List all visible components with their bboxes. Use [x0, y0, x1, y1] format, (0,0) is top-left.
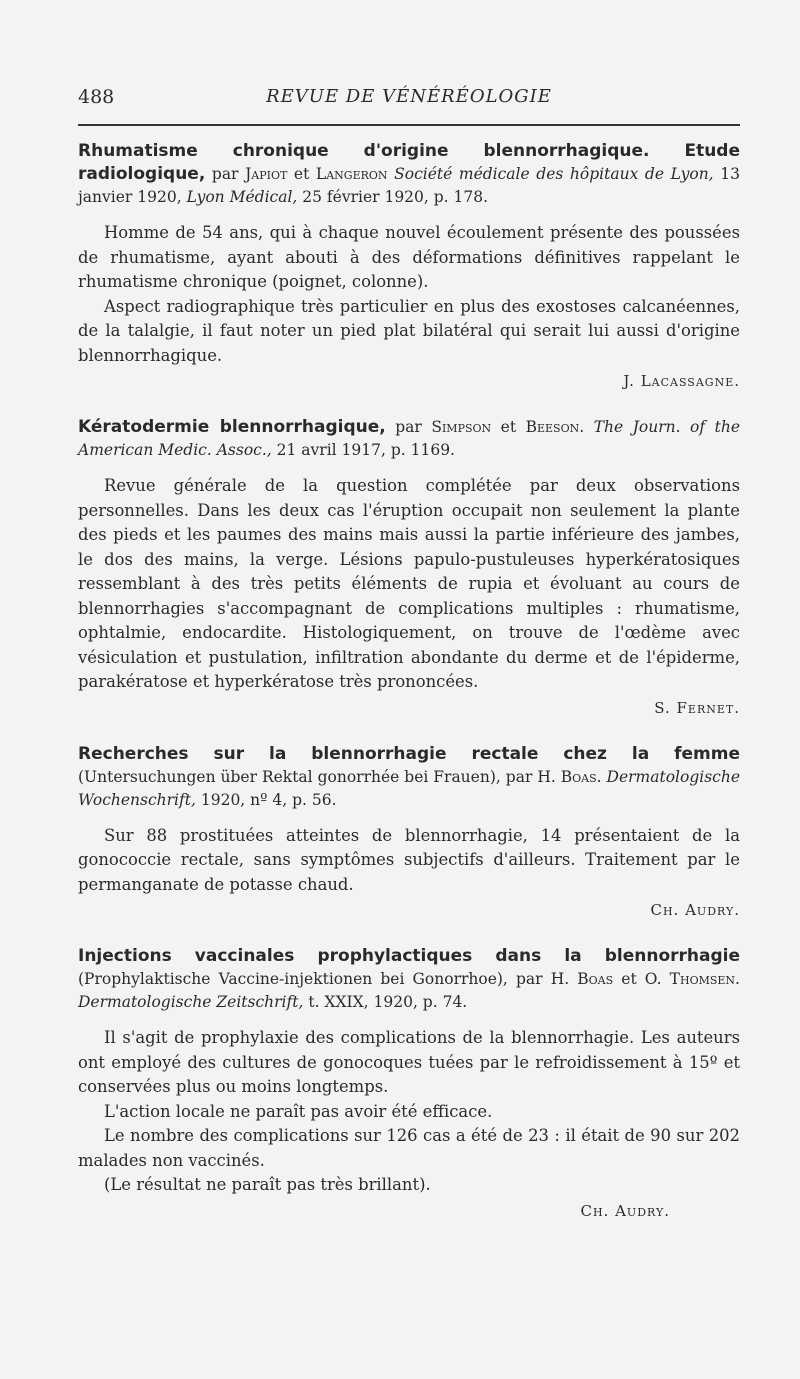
article-body [78, 221, 740, 368]
paragraph: Sur 88 prostituées atteintes de blennorrhagie, 14 présentaient de la gonococcie rectale, sans symptômes subjectifs d'ailleurs. Traitement par le permanganate de potasse chaud. [78, 825, 740, 894]
article-blennorrhagie-rectale [78, 743, 740, 920]
journal-page [78, 0, 740, 1379]
journal-name: Dermatologische Zeitschrift, [78, 993, 304, 1011]
paragraph: Le nombre des complications sur 126 cas a été de 23 : il était de 90 sur 202 malades non vaccinés. [78, 1126, 740, 1170]
publication-date: 1920, nº 4, p. 56. [200, 790, 337, 809]
running-head: REVUE DE VÉNÉRÉOLOGIE [266, 86, 552, 107]
article-keratodermie [78, 416, 740, 717]
reviewer-signature: S. Fernet. [654, 698, 740, 717]
header-rule [78, 124, 740, 126]
paragraph: Revue générale de la question complétée par deux observations personnelles. Dans les deux cas l'éruption occupait non seulement la plante des pieds et les paumes des mains mais aussi la partie inférieure des jambes, le dos des mains, la verge. Lésions papulo-pustuleuses hyperkératosiques ressemblant à des très petits éléments de rupia et évoluant au cours de blennorrhagies s'accompagnant de complications multiples : rhumatisme, ophtalmie, endocardite. Histologiquement, on trouve de l'œdème avec vésiculation et pustulation, infiltration abondante du derme et de l'épiderme, parakératose et hyperkératose très prononcées. [78, 476, 740, 691]
article-subtitle: (Untersuchungen über Rektal gonorrhée bei Frauen), [78, 767, 501, 786]
article-title: Injections vaccinales prophylactiques dans la blennorrhagie [78, 946, 740, 966]
paragraph: L'action locale ne paraît pas avoir été efficace. [104, 1101, 493, 1121]
author-name: Simpson [431, 418, 492, 436]
article-title: Recherches sur la blennorrhagie rectale chez la femme [78, 743, 740, 764]
article-body [78, 474, 740, 695]
author-name: H. Boas. [537, 767, 602, 786]
article-body [78, 1026, 740, 1198]
page-header [78, 86, 740, 116]
reviewer-signature: Ch. Audry. [580, 1201, 670, 1220]
publication-date: 13 janvier 1920, [78, 165, 740, 206]
paragraph: Homme de 54 ans, qui à chaque nouvel écoulement présente des poussées de rhumatisme, ayant abouti à des déformations définitives rappelant le rhumatisme chronique (poignet, colonne). [78, 223, 740, 291]
article-body [78, 824, 740, 898]
article-title: Kératodermie blennorrhagique, [78, 417, 386, 437]
article-reference: Recherches sur la blennorrhagie rectale chez la femme (Untersuchungen über Rektal gonorrhée bei Frauen), par H. Boas. Dermatologische Wochenschrift, 1920, nº 4, p. 56. [78, 743, 740, 809]
article-reference: Kératodermie blennorrhagique, par Simpson et Beeson. The Journ. of the American Medic. Assoc., 21 avril 1917, p. 1169. [78, 417, 740, 459]
author-name: O. Thomsen. [644, 970, 740, 988]
paragraph: Il s'agit de prophylaxie des complications de la blennorrhagie. Les auteurs ont employé des cultures de gonocoques tuées par le refroidissement à 15º et conservées plus ou moins longtemps. [78, 1028, 740, 1096]
article-list [78, 140, 740, 1246]
article-reference: Injections vaccinales prophylactiques dans la blennorrhagie (Prophylaktische Vaccine-injektionen bei Gonorrhoe), par H. Boas et O. Thomsen. Dermatologische Zeitschrift, t. XXIX, 1920, p. 74. [78, 946, 740, 1011]
author-name: Langeron [315, 165, 388, 183]
journal-name: The Journ. of the American Medic. Assoc., [78, 418, 740, 459]
article-injections-vaccinales [78, 945, 740, 1220]
publication-date: 21 avril 1917, p. 1169. [276, 441, 455, 459]
article-title: Rhumatisme chronique d'origine blennorrhagique. Etude radiologique, [78, 141, 740, 184]
journal-name: Lyon Médical, [186, 188, 298, 206]
article-rhumatisme [78, 140, 740, 390]
page-number: 488 [78, 86, 115, 108]
publication-date: 25 février 1920, p. 178. [302, 188, 489, 206]
author-name: Beeson. [525, 418, 585, 436]
article-subtitle: (Prophylaktische Vaccine-injektionen bei Gonorrhoe), [78, 970, 508, 988]
publication-date: t. XXIX, 1920, p. 74. [308, 993, 468, 1011]
reviewer-signature: J. Lacassagne. [623, 372, 740, 390]
author-name: H. Boas [550, 970, 614, 988]
paragraph: Aspect radiographique très particulier en plus des exostoses calcanéennes, de la talalgie, il faut noter un pied plat bilatéral qui serait lui aussi d'origine blennorrhagique. [78, 296, 740, 365]
reviewer-signature: Ch. Audry. [650, 901, 740, 919]
paragraph: (Le résultat ne paraît pas très brillant). [104, 1175, 431, 1194]
source-name: Société médicale des hôpitaux de Lyon, [394, 165, 714, 183]
author-name: Japiot [245, 165, 288, 183]
journal-name: Dermatologische Wochenschrift, [78, 767, 740, 809]
article-reference: Rhumatisme chronique d'origine blennorrhagique. Etude radiologique, par Japiot et Langeron Société médicale des hôpitaux de Lyon, 13 janvier 1920, Lyon Médical, 25 février 1920, p. 178. [78, 141, 740, 206]
